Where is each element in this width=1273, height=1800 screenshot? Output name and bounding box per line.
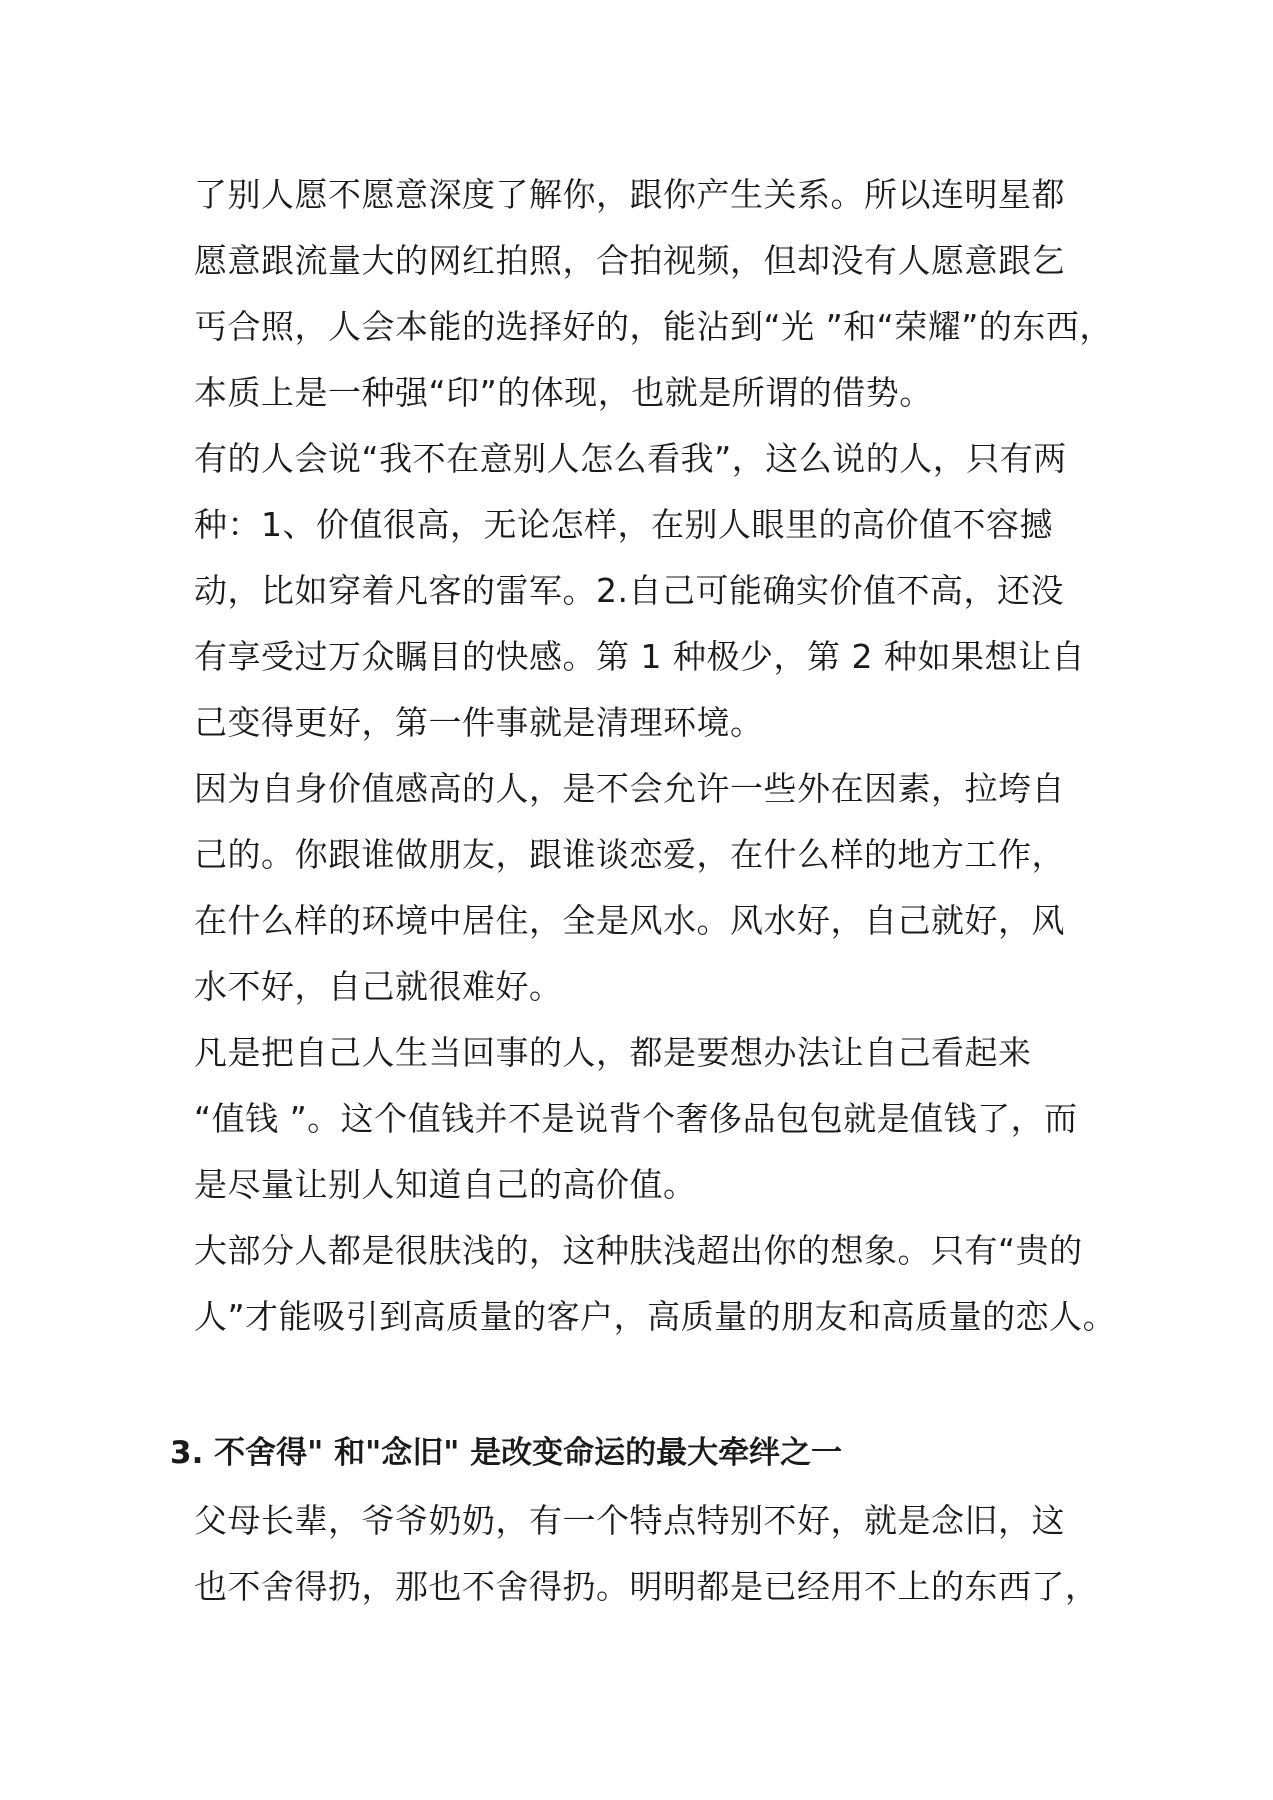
section-3 [170, 1418, 1194, 1620]
text-line: 丐合照，人会本能的选择好的，能沾到“光 ”和“荣耀”的东西， [194, 307, 1113, 346]
section-heading: 3. 不舍得" 和"念旧" 是改变命运的最大牵绊之一 [170, 1435, 843, 1471]
text-line: 凡是把自己人生当回事的人，都是要想办法让自己看起来 [194, 1033, 1032, 1072]
text-line: 是尽量让别人知道自己的高价值。 [194, 1165, 697, 1204]
text-line: 有享受过万众瞩目的快感。第 1 种极少，第 2 种如果想让自 [194, 637, 1085, 676]
text-line: 动，比如穿着凡客的雷军。2.自己可能确实价值不高，还没 [194, 571, 1064, 610]
text-line: 也不舍得扔，那也不舍得扔。明明都是已经用不上的东西了， [194, 1567, 1099, 1606]
body-text [194, 162, 1194, 1350]
text-line: 种：1、价值很高，无论怎样，在别人眼里的高价值不容撼 [194, 505, 1053, 544]
text-line: 己变得更好，第一件事就是清理环境。 [194, 703, 764, 742]
text-line: 愿意跟流量大的网红拍照，合拍视频，但却没有人愿意跟乞 [194, 241, 1065, 280]
text-line: “值钱 ”。这个值钱并不是说背个奢侈品包包就是值钱了，而 [194, 1099, 1078, 1138]
text-line: 父母长辈，爷爷奶奶，有一个特点特别不好，就是念旧，这 [194, 1501, 1065, 1540]
text-line: 本质上是一种强“印”的体现，也就是所谓的借势。 [194, 373, 933, 412]
text-line: 有的人会说“我不在意别人怎么看我”，这么说的人，只有两 [194, 439, 1067, 478]
text-line: 人”才能吸引到高质量的客户，高质量的朋友和高质量的恋人。 [194, 1297, 1117, 1336]
text-line: 己的。你跟谁做朋友，跟谁谈恋爱，在什么样的地方工作， [194, 835, 1065, 874]
text-line: 因为自身价值感高的人，是不会允许一些外在因素，拉垮自 [194, 769, 1065, 808]
text-line: 水不好，自己就很难好。 [194, 967, 563, 1006]
text-line: 了别人愿不愿意深度了解你，跟你产生关系。所以连明星都 [194, 175, 1065, 214]
text-line: 大部分人都是很肤浅的，这种肤浅超出你的想象。只有“贵的 [194, 1231, 1083, 1270]
text-line: 在什么样的环境中居住，全是风水。风水好，自己就好，风 [194, 901, 1065, 940]
